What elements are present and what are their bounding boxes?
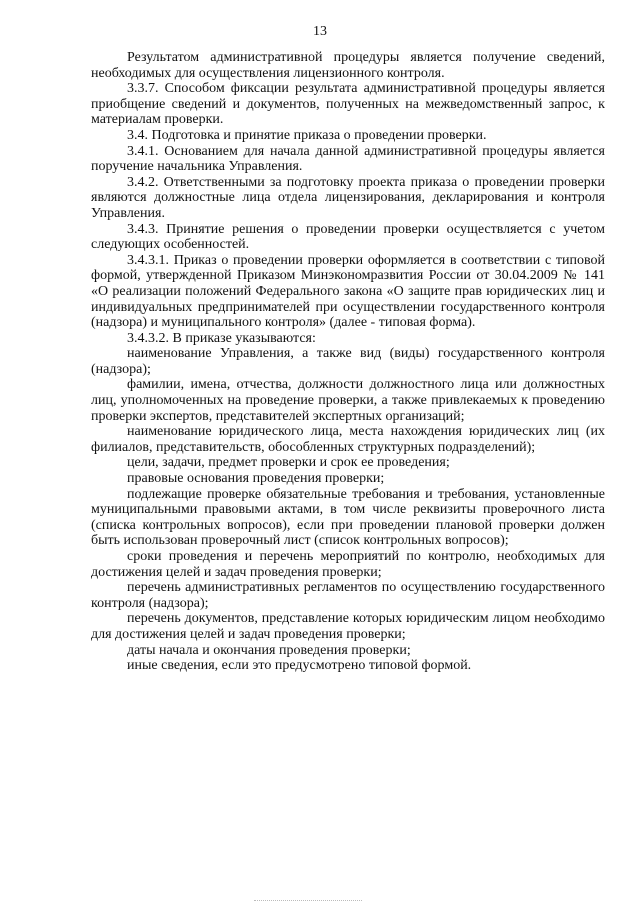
document-body [91,50,605,674]
list-item: сроки проведения и перечень мероприятий по контролю, необходимых для достижения целей и задач проведения проверки; [91,549,605,580]
paragraph: 3.4.3.1. Приказ о проведении проверки оформляется в соответствии с типовой формой, утвержденной Приказом Минэкономразвития России от 30.04.2009 № 141 «О реализации положений Федерального закона «О защите прав юридических лиц и индивидуальных предпринимателей при осуществлении государственного контроля (надзора) и муниципального контроля» (далее - типовая форма). [91,252,605,331]
list-item: подлежащие проверке обязательные требования и требования, установленные муниципальными правовыми актами, в том числе реквизиты проверочного листа (списка контрольных вопросов), если при проведении плановой проверки должен быть использован проверочный лист (список контрольных вопросов); [91,486,605,549]
list-item: перечень административных регламентов по осуществлению государственного контроля (надзора); [91,580,605,611]
list-item: даты начала и окончания проведения проверки; [127,642,411,658]
footer-divider [254,900,362,901]
list-item: иные сведения, если это предусмотрено типовой формой. [127,658,472,674]
paragraph: 3.4. Подготовка и принятие приказа о проведении проверки. [127,127,487,143]
paragraph: 3.4.1. Основанием для начала данной административной процедуры является поручение начальника Управления. [91,143,605,175]
paragraph: 3.3.7. Способом фиксации результата административной процедуры является приобщение сведений и документов, полученных на межведомственный запрос, к материалам проверки. [91,81,605,128]
paragraph: 3.4.3. Принятие решения о проведении проверки осуществляется с учетом следующих особенностей. [91,221,605,253]
list-item: наименование Управления, а также вид (виды) государственного контроля (надзора); [91,346,605,377]
page-number: 13 [313,24,327,39]
paragraph: 3.4.2. Ответственными за подготовку проекта приказа о проведении проверки являются должностные лица отдела лицензирования, декларирования и контроля Управления. [91,174,605,221]
list-item: правовые основания проведения проверки; [127,471,385,487]
list-item: перечень документов, представление которых юридическим лицом необходимо для достижения целей и задач проведения проверки; [91,611,605,642]
list-item: наименование юридического лица, места нахождения юридических лиц (их филиалов, представительств, обособленных структурных подразделений); [91,424,605,455]
list-item: цели, задачи, предмет проверки и срок ее проведения; [127,455,450,471]
paragraph: 3.4.3.2. В приказе указываются: [127,330,316,346]
paragraph: Результатом административной процедуры является получение сведений, необходимых для осуществления лицензионного контроля. [91,50,605,81]
list-item: фамилии, имена, отчества, должности должностного лица или должностных лиц, уполномоченных на проведение проверки, а также привлекаемых к проведению проверки экспертов, представителей экспертных организаций; [91,377,605,424]
